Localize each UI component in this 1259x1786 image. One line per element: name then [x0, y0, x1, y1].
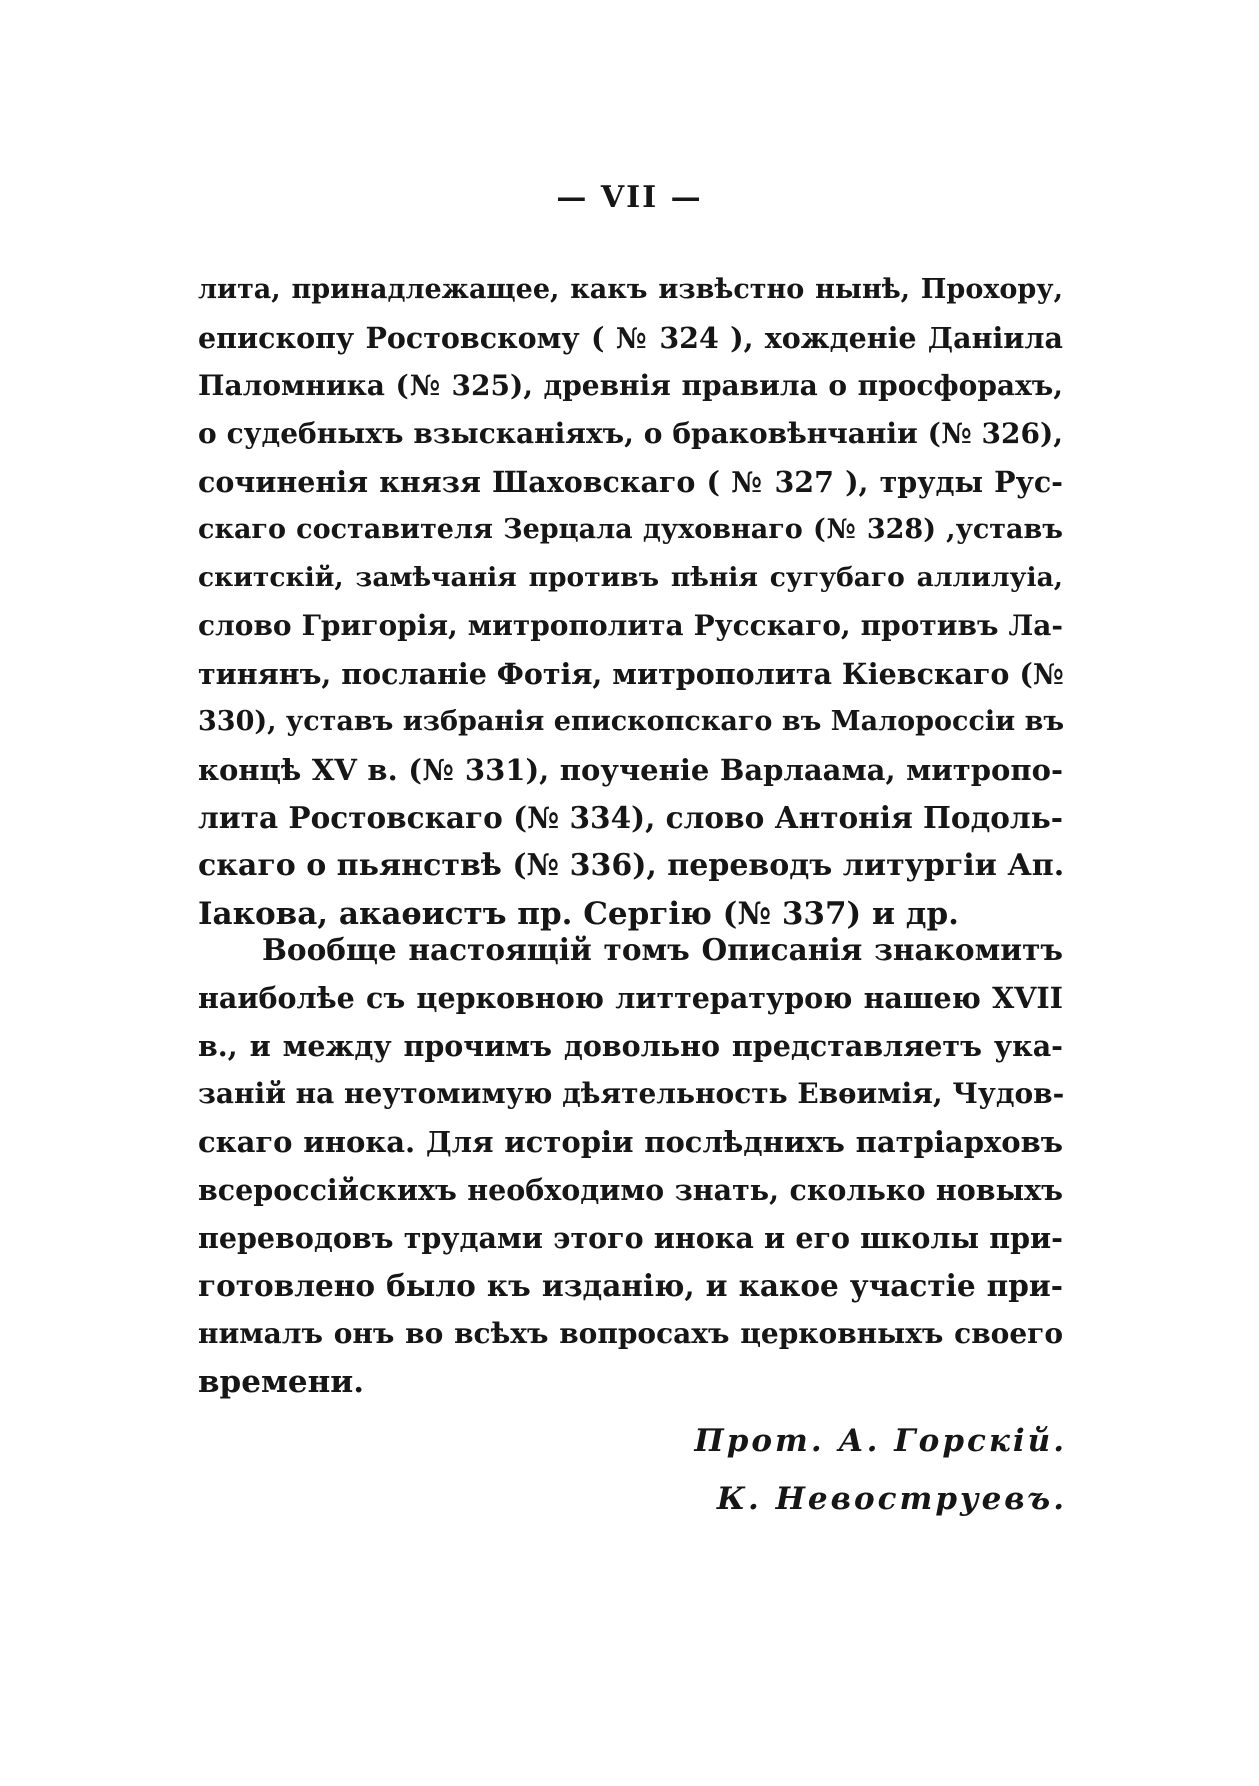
- text-line: скаго инока. Для исторіи послѣднихъ патріарховъ: [198, 1125, 1063, 1159]
- text-line: в., и между прочимъ довольно представляетъ ука-: [198, 1029, 1063, 1063]
- text-line: Іакова, акаѳистъ пр. Сергію (№ 337) и др.: [198, 896, 959, 932]
- text-line: времени.: [198, 1364, 365, 1400]
- text-line: заній на неутомимую дѣятельность Евѳимія, Чудов-: [198, 1077, 1065, 1110]
- text-line: о судебныхъ взысканіяхъ, о браковѣнчаніи (№ 326),: [198, 417, 1063, 450]
- text-line: сочиненія князя Шаховскаго ( № 327 ), труды Рус-: [198, 465, 1063, 499]
- text-line: лита, принадлежащее, какъ извѣстно нынѣ, Прохору,: [198, 274, 1063, 305]
- text-line: Вообще настоящій томъ Описанія знакомитъ: [262, 932, 1063, 967]
- signature-line: Прот. А. Горскій.: [694, 1423, 1067, 1459]
- text-line: слово Григорія, митрополита Русскаго, противъ Ла-: [198, 609, 1063, 642]
- text-line: нималъ онъ во всѣхъ вопросахъ церковныхъ своего: [198, 1317, 1063, 1350]
- signature-line: К. Невоструевъ.: [716, 1481, 1067, 1517]
- text-line: скаго составителя Зерцала духовнаго (№ 328) ,уставъ: [198, 514, 1063, 545]
- text-line: тинянъ, посланіе Фотія, митрополита Кіевскаго (№: [198, 657, 1064, 691]
- text-line: готовлено было къ изданію, и какое участіе при-: [198, 1268, 1063, 1303]
- text-line: епископу Ростовскому ( № 324 ), хожденіе Даніила: [198, 321, 1063, 355]
- paragraph: [198, 926, 1063, 1406]
- paragraph: [198, 266, 1063, 938]
- text-line: 330), уставъ избранія епископскаго въ Малороссіи въ: [198, 706, 1065, 737]
- signature-block: [694, 1412, 1067, 1528]
- text-line: лита Ростовскаго (№ 334), слово Антонія Подоль-: [198, 800, 1063, 835]
- text-line: концѣ XV в. (№ 331), поученіе Варлаама, митропо-: [198, 753, 1063, 787]
- page-number: — VII —: [556, 180, 703, 215]
- text-line: Паломника (№ 325), древнія правила о просфорахъ,: [198, 369, 1063, 402]
- text-line: наиболѣе съ церковною литтературою нашею XVII: [198, 981, 1063, 1015]
- text-line: скаго о пьянствѣ (№ 336), переводъ литургіи Ап.: [198, 848, 1065, 883]
- text-line: скитскій, замѣчанія противъ пѣнія сугубаго аллилуіа,: [198, 562, 1063, 593]
- text-line: переводовъ трудами этого инока и его школы при-: [198, 1221, 1063, 1255]
- text-line: всероссійскихъ необходимо знать, сколько новыхъ: [198, 1173, 1063, 1207]
